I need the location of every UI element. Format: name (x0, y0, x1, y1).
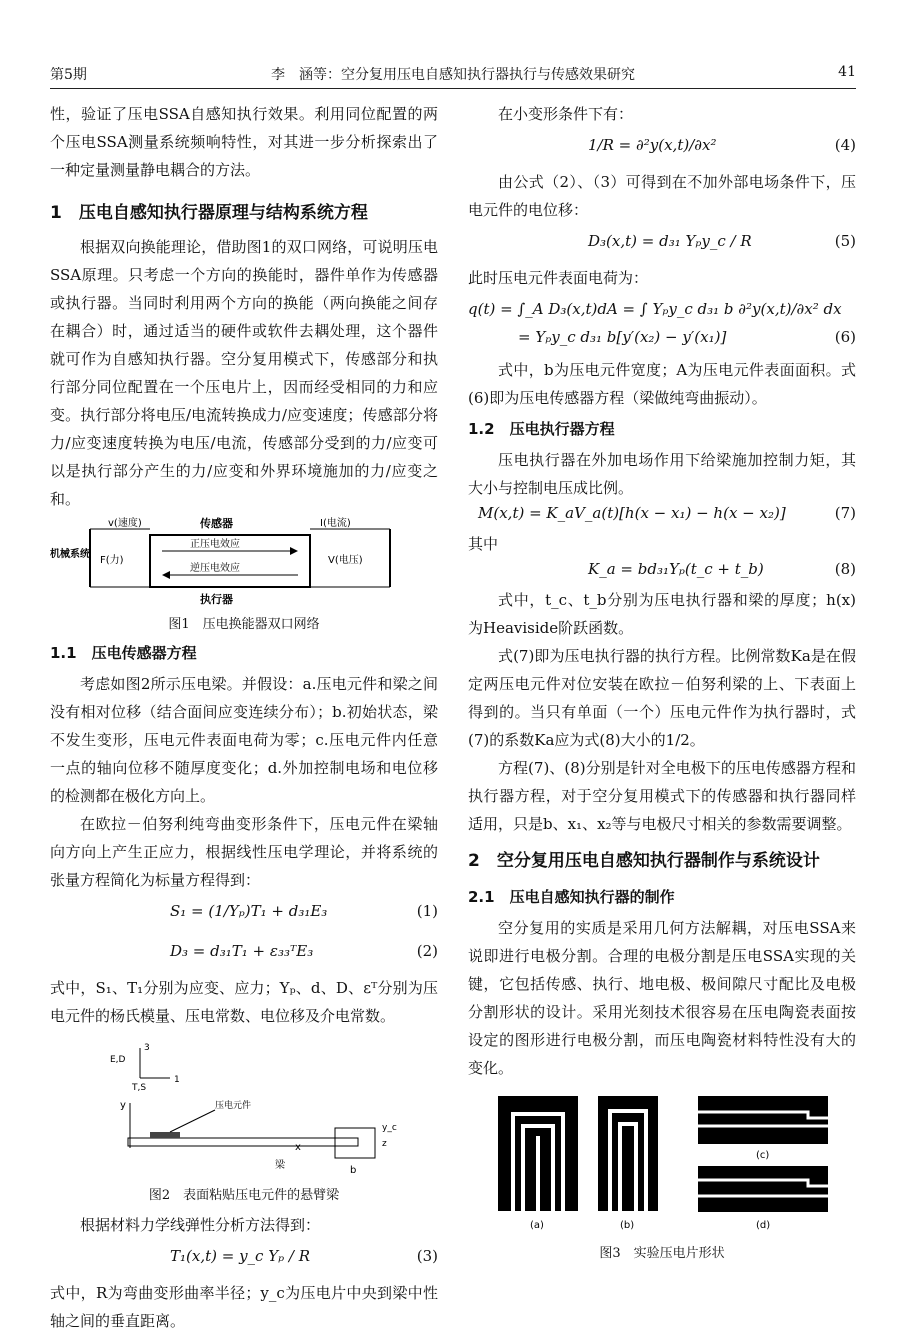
svg-text:x: x (295, 1142, 301, 1153)
equation-6b: = Yₚy_c d₃₁ b[y′(x₂) − y′(x₁)] (6) (518, 328, 856, 346)
section-heading: 2 空分复用压电自感知执行器制作与系统设计 (468, 851, 820, 871)
equation-1: S₁ = (1/Yₚ)T₁ + d₃₁E₃ (1) (170, 902, 438, 920)
svg-text:1: 1 (174, 1075, 180, 1085)
subsection-heading: 1.2 压电执行器方程 (468, 420, 615, 438)
paragraph: 在欧拉－伯努利纯弯曲变形条件下，压电元件在梁轴向方向上产生正应力，根据线性压电学理论，并将系统的张量方程简化为标量方程得到： (50, 815, 438, 889)
svg-text:E,D: E,D (110, 1055, 126, 1065)
paragraph: 式中，R为弯曲变形曲率半径；y_c为压电片中央到梁中性轴之间的垂直距离。 (50, 1284, 438, 1330)
piezo-element (150, 1132, 180, 1138)
paragraph: 在小变形条件下有： (498, 105, 634, 123)
svg-text:3: 3 (144, 1043, 150, 1053)
paragraph: 空分复用的实质是采用几何方法解耦，对压电SSA来说即进行电极分割。合理的电极分割是压电SSA实现的关键，它包括传感、执行、地电极、极间隙尺寸配比及电极分割形状的设计。采用光刻技术很容易在压电陶瓷表面按设定的图形进行电极分割，而压电陶瓷材料特性没有大的变化。 (468, 919, 856, 1077)
svg-text:y: y (120, 1100, 126, 1111)
svg-text:压电元件: 压电元件 (215, 1101, 252, 1111)
svg-text:y_c: y_c (382, 1123, 397, 1133)
current-label: I(电流) (320, 518, 351, 529)
converse-effect-label: 逆压电效应 (190, 563, 240, 574)
right-column (468, 100, 856, 1269)
figure-2 (50, 1038, 438, 1178)
paragraph: 式中，t_c、t_b分别为压电执行器和梁的厚度；h(x)为Heaviside阶跃函数。 (468, 591, 856, 637)
mechanical-system-label: 机械系统 (50, 549, 90, 560)
svg-text:T,S: T,S (132, 1083, 147, 1093)
figure-1-caption: 图1 压电换能器双口网络 (168, 617, 320, 632)
paragraph: 方程(7)、(8)分别是针对全电极下的压电传感器方程和执行器方程，对于空分复用模式下的传感器和执行器同样适用，只是b、x₁、x₂等与电极尺寸相关的参数需要调整。 (468, 759, 856, 833)
electrode-pattern-d (698, 1166, 828, 1212)
paragraph: 考虑如图2所示压电梁。并假设：a.压电元件和梁之间没有相对位移（结合面间应变连续分布）；b.初始状态，梁不发生变形，压电元件表面电荷为零；c.压电元件内任意一点的轴向位移不随厚度变化；d.外加控制电场和电位移的检测都在极化方向上。 (50, 675, 438, 805)
electrode-pattern-a (498, 1096, 578, 1211)
electrode-pattern-b (598, 1096, 658, 1211)
equation-2: D₃ = d₃₁T₁ + ε₃₃ᵀE₃ (2) (170, 942, 438, 960)
actuator-label: 执行器 (200, 593, 233, 606)
svg-text:(d): (d) (756, 1220, 771, 1231)
voltage-label: V(电压) (328, 555, 363, 566)
svg-text:(a): (a) (530, 1220, 544, 1231)
paragraph: 此时压电元件表面电荷为： (468, 269, 649, 287)
paragraph: 式中，b为压电元件宽度；A为压电元件表面面积。式(6)即为压电传感器方程（梁做纯弯曲振动）。 (468, 361, 856, 407)
figure-3 (468, 1096, 856, 1236)
paragraph: 根据双向换能理论，借助图1的双口网络，可说明压电SSA原理。只考虑一个方向的换能时，器件单作为传感器或执行器。当同时利用两个方向的换能（两向换能之间存在耦合）时，通过适当的硬件或软件去耦处理，这个器件就可作为自感知执行器。空分复用模式下，传感部分和执行部分同位配置在一个压电片上，因而经受相同的力和应变。执行部分将电压/电流转换成力/应变速度；传感部分将力/应变速度转换为电压/电流，传感部分受到的力/应变可以是执行部分产生的力/应变和外界环境施加的力/应变之和。 (50, 238, 438, 508)
section-heading: 1 压电自感知执行器原理与结构系统方程 (50, 203, 368, 223)
svg-text:z: z (382, 1139, 387, 1149)
svg-text:梁: 梁 (275, 1160, 285, 1171)
svg-text:(b): (b) (620, 1220, 635, 1231)
header-rule (50, 88, 856, 89)
equation-3: T₁(x,t) = y_c Yₚ / R (3) (170, 1247, 438, 1265)
equation-5: D₃(x,t) = d₃₁ Yₚy_c / R (5) (588, 232, 856, 250)
subsection-heading: 2.1 压电自感知执行器的制作 (468, 888, 675, 906)
equation-7: M(x,t) = K_aV_a(t)[h(x − x₁) − h(x − x₂)] (7) (478, 504, 856, 522)
running-title: 李 涵等：空分复用压电自感知执行器执行与传感效果研究 (271, 67, 635, 83)
figure-3-caption: 图3 实验压电片形状 (599, 1246, 725, 1261)
paragraph: 压电执行器在外加电场作用下给梁施加控制力矩，其大小与控制电压成比例。 (468, 451, 856, 497)
paragraph: 其中 (468, 535, 499, 553)
paragraph: 由公式（2）、（3）可得到在不加外部电场条件下，压电元件的电位移： (468, 173, 856, 219)
equation-8: K_a = bd₃₁Yₚ(t_c + t_b) (8) (588, 560, 856, 578)
beam (128, 1138, 358, 1146)
figure-2-caption: 图2 表面粘贴压电元件的悬臂梁 (148, 1188, 340, 1203)
paragraph: 性，验证了压电SSA自感知执行效果。利用同位配置的两个压电SSA测量系统频响特性，对其进一步分析探索出了一种定量测量静电耦合的方法。 (50, 105, 438, 179)
direct-effect-label: 正压电效应 (190, 539, 240, 550)
paragraph: 根据材料力学线弹性分析方法得到： (80, 1216, 321, 1234)
equation-4: 1/R = ∂²y(x,t)/∂x² (4) (588, 136, 856, 154)
figure-1 (50, 517, 438, 607)
svg-text:(c): (c) (756, 1150, 770, 1161)
equation-6a: q(t) = ∫_A D₃(x,t)dA = ∫ Yₚy_c d₃₁ b ∂²y(x,t)/∂x² dx (468, 300, 842, 318)
subsection-heading: 1.1 压电传感器方程 (50, 644, 197, 662)
svg-text:b: b (350, 1165, 357, 1176)
velocity-label: v(速度) (108, 518, 142, 529)
paragraph: 式(7)即为压电执行器的执行方程。比例常数Ka是在假定两压电元件对位安装在欧拉－伯努利梁的上、下表面上得到的。当只有单面（一个）压电元件作为执行器时，式(7)的系数Ka应为式(8)大小的1/2。 (468, 647, 856, 749)
page-header (50, 64, 856, 88)
paragraph: 式中，S₁、T₁分别为应变、应力；Yₚ、d、D、εᵀ分别为压电元件的杨氏模量、压电常数、电位移及介电常数。 (50, 979, 438, 1025)
cross-section (335, 1128, 375, 1158)
left-column (50, 100, 438, 1335)
issue-number: 第5期 (50, 67, 87, 83)
electrode-pattern-c (698, 1096, 828, 1144)
force-label: F(力) (100, 555, 124, 566)
sensor-label: 传感器 (200, 517, 233, 530)
page-number: 41 (838, 64, 856, 80)
